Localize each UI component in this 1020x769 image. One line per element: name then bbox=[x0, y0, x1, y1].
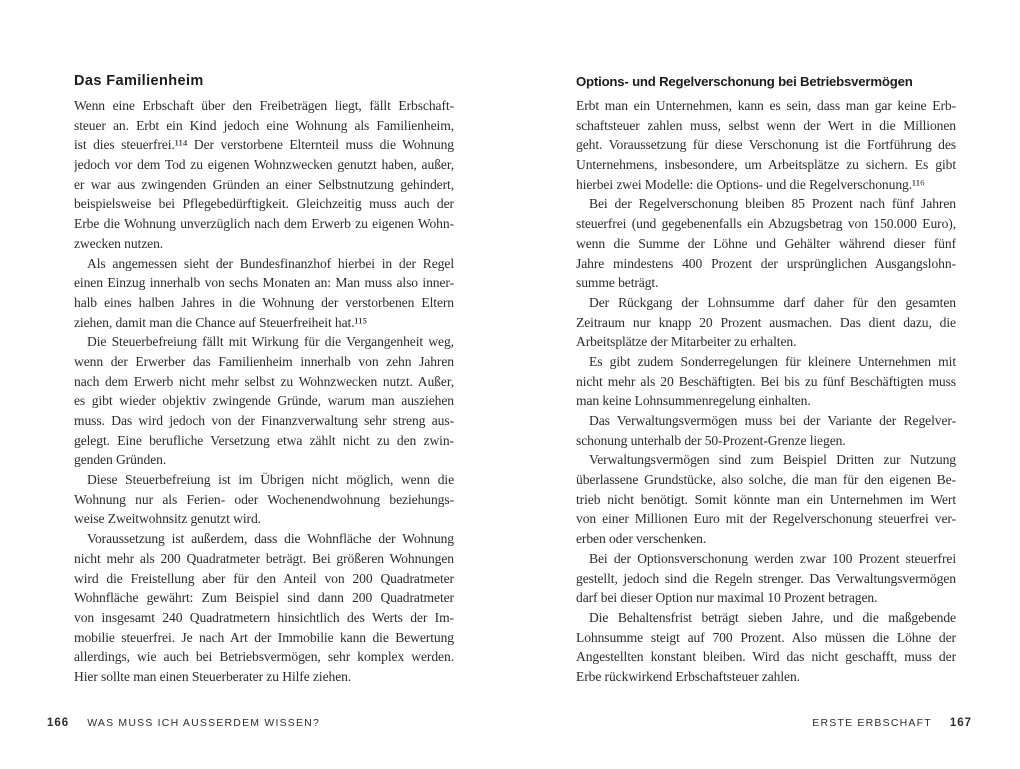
text-line: Bei der Regelverschonung bleiben 85 Prozent nach fünf Jahren bbox=[589, 196, 956, 212]
text-line: Diese Steuerbefreiung ist im Übrigen nicht möglich, wenn die bbox=[87, 472, 454, 488]
text-line: Bei der Optionsverschonung werden zwar 100 Prozent steuerfrei bbox=[589, 550, 956, 566]
text-line: schaftsteuer zahlen muss, selbst wenn der Wert in die Millionen bbox=[576, 117, 956, 133]
page-right bbox=[576, 72, 956, 687]
text-line: mobilie steuerfrei. Je nach Art der Immobilie kann die Bewertung bbox=[74, 629, 454, 645]
text-line: nicht mehr als 200 Quadratmeter beträgt. Bei größeren Wohnungen bbox=[74, 550, 454, 566]
text-line: allerdings, wie auch bei Betriebsvermögen, sehr komplex werden. bbox=[74, 649, 454, 665]
text-line: ziehen, damit man die Chance auf Steuerfreiheit hat.¹¹⁵ bbox=[74, 314, 368, 330]
text-line: trieb nicht benötigt. Somit könnte man ein Unternehmen im Wert bbox=[576, 491, 956, 507]
body-text-right bbox=[576, 96, 956, 687]
text-line: wenn die Summe der Löhne und Gehälter während dieser fünf bbox=[576, 235, 956, 251]
text-line: Verwaltungsvermögen sind zum Beispiel Dritten zur Nutzung bbox=[589, 452, 956, 468]
footer-left bbox=[47, 717, 320, 729]
text-line: Erbe die Wohnung unverzüglich nach dem Erwerb zu eigenen Wohn- bbox=[74, 216, 454, 232]
text-line: Hier sollte man einen Steuerberater zu Hilfe ziehen. bbox=[74, 668, 352, 684]
text-line: jedoch vor dem Tod zu eigenen Wohnzwecken genutzt haben, außer, bbox=[74, 157, 454, 173]
page-left bbox=[74, 72, 454, 687]
text-line: Angestellten konstant bleiben. Wird das nicht geschafft, muss der bbox=[576, 649, 956, 665]
text-line: Wenn eine Erbschaft über den Freibeträgen liegt, fällt Erbschaft- bbox=[74, 98, 454, 113]
running-head-left: WAS MUSS ICH AUSSERDEM WISSEN? bbox=[87, 717, 320, 729]
text-line: gestellt, jedoch sind die Regeln strenger. Das Verwaltungsvermögen bbox=[576, 570, 956, 586]
text-line: nicht mehr als 20 Beschäftigten. Bei bis zu fünf Beschäftigten muss bbox=[576, 373, 956, 389]
text-line: Erbt man ein Unternehmen, kann es sein, dass man gar keine Erb- bbox=[576, 98, 956, 113]
text-line: Die Behaltensfrist beträgt sieben Jahre, und die maßgebende bbox=[589, 609, 956, 625]
text-line: Als angemessen sieht der Bundesfinanzhof hierbei in der Regel bbox=[87, 255, 454, 271]
text-line: einen Einzug innerhalb von sechs Monaten an: Man muss also inner- bbox=[74, 275, 454, 291]
text-line: darf bei dieser Option nur maximal 10 Prozent betragen. bbox=[576, 590, 878, 606]
text-line: Wohnung nur als Ferien- oder Wochenendwohnung beziehungs- bbox=[74, 491, 454, 507]
text-line: Lohnsumme steigt auf 700 Prozent. Also müssen die Löhne der bbox=[576, 629, 956, 645]
text-line: man keine Lohnsummenregelung einhalten. bbox=[576, 393, 811, 409]
section-heading-right: Options- und Regelverschonung bei Betriebsvermögen bbox=[576, 74, 913, 89]
text-line: geht. Voraussetzung für diese Verschonung ist die Fortführung des bbox=[576, 137, 956, 153]
text-line: Arbeitsplätze der Mitarbeiter zu erhalten. bbox=[576, 334, 797, 350]
text-line: Unternehmens, insbesondere, um Arbeitsplätze zu sichern. Es gibt bbox=[576, 157, 956, 173]
text-line: muss. Das wird jedoch von der Finanzverwaltung sehr streng aus- bbox=[74, 413, 454, 428]
text-line: wird die Freistellung aber für den Anteil von 200 Quadratmeter bbox=[74, 570, 454, 586]
text-line: Die Steuerbefreiung fällt mit Wirkung für die Vergangenheit weg, bbox=[87, 334, 454, 350]
section-heading-left: Das Familienheim bbox=[74, 73, 204, 89]
text-line: halb eines halben Jahres in die Wohnung der verstorbenen Eltern bbox=[74, 294, 454, 310]
text-line: gelegt. Eine berufliche Versetzung etwa zählt nicht zu den zwin- bbox=[74, 432, 454, 448]
text-line: Das Verwaltungsvermögen muss bei der Variante der Regelver- bbox=[589, 413, 956, 428]
body-text-left bbox=[74, 96, 454, 687]
text-line: überlassene Grundstücke, also solche, die man für den eigenen Be- bbox=[576, 472, 956, 488]
text-line: Es gibt zudem Sonderregelungen für kleinere Unternehmen mit bbox=[589, 353, 956, 369]
footer-right bbox=[812, 717, 972, 729]
page-number-right: 167 bbox=[949, 717, 972, 729]
text-line: wenn der Erwerber das Familienheim innerhalb von zehn Jahren bbox=[74, 353, 454, 369]
text-line: genden Gründen. bbox=[74, 452, 167, 468]
text-line: es gibt wieder objektiv zwingende Gründe, warum man ausziehen bbox=[74, 393, 454, 409]
running-head-right: ERSTE ERBSCHAFT bbox=[812, 717, 932, 729]
text-line: summe beträgt. bbox=[576, 275, 659, 291]
text-line: Wohnfläche gewährt: Zum Beispiel sind dann 200 Quadratmeter bbox=[74, 590, 454, 606]
text-line: hierbei zwei Modelle: die Options- und die Regelverschonung.¹¹⁶ bbox=[576, 176, 925, 192]
text-line: zwecken nutzen. bbox=[74, 235, 164, 251]
text-line: er war aus zwingenden Gründen an einer Selbstnutzung gehindert, bbox=[74, 176, 454, 192]
text-line: nach dem Erwerb nicht mehr selbst zu Wohnzwecken nutzt. Außer, bbox=[74, 373, 454, 389]
text-line: Voraussetzung ist außerdem, dass die Wohnfläche der Wohnung bbox=[87, 531, 454, 547]
text-line: von insgesamt 240 Quadratmetern hinsichtlich des Werts der Im- bbox=[74, 609, 454, 625]
page-number-left: 166 bbox=[47, 717, 70, 729]
text-line: steuerfrei (und gegebenenfalls ein Abzugsbetrag von 150.000 Euro), bbox=[576, 216, 956, 232]
text-line: von einer Millionen Euro mit der Regelverschonung steuerfrei ver- bbox=[576, 511, 956, 527]
text-line: erben oder verschenken. bbox=[576, 531, 707, 547]
text-line: weise Zweitwohnsitz genutzt wird. bbox=[74, 511, 261, 527]
text-line: schonung unterhalb der 50-Prozent-Grenze liegen. bbox=[576, 432, 846, 448]
text-line: Zeitraum nur knapp 20 Prozent ausmachen. Das dient dazu, die bbox=[576, 314, 956, 330]
text-line: steuer an. Erbt ein Kind jedoch eine Wohnung als Familienheim, bbox=[74, 117, 454, 133]
text-line: beispielsweise bei Pflegebedürftigkeit. Gleichzeitig muss auch der bbox=[74, 196, 454, 212]
text-line: ist dies steuerfrei.¹¹⁴ Der verstorbene Elternteil muss die Wohnung bbox=[74, 137, 454, 153]
text-line: Jahre mindestens 400 Prozent der ursprünglichen Ausgangslohn- bbox=[576, 255, 956, 271]
text-line: Der Rückgang der Lohnsumme darf daher für den gesamten bbox=[589, 294, 956, 310]
text-line: Erbe rückwirkend Erbschaftsteuer zahlen. bbox=[576, 668, 800, 684]
